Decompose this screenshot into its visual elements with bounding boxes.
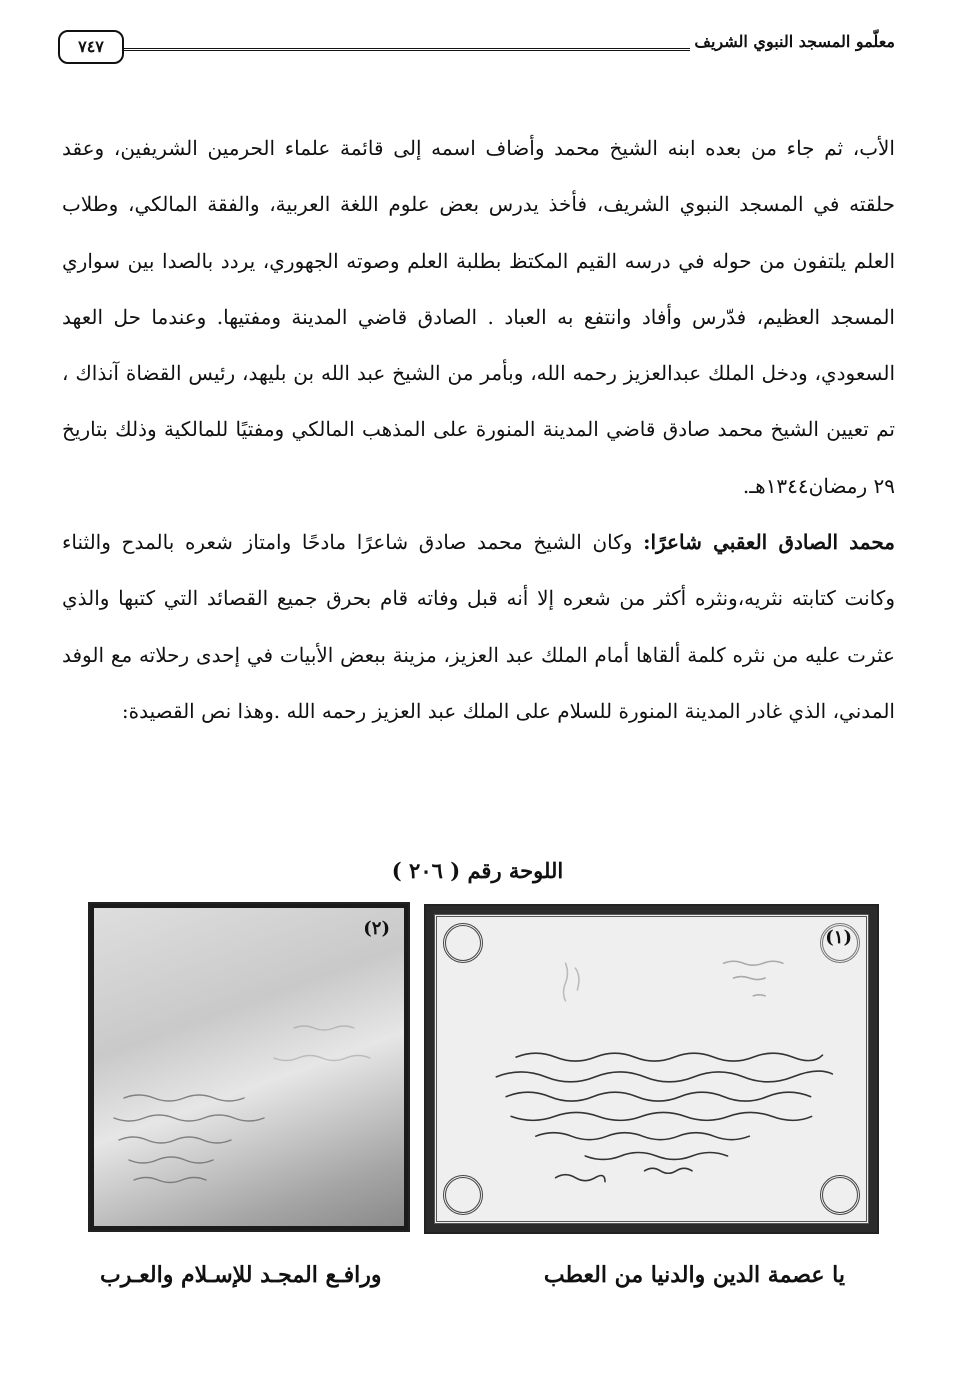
- image-2-label: (٢): [363, 918, 390, 939]
- body-text: [62, 120, 895, 739]
- image-1-label: (١): [825, 927, 852, 948]
- document-image-1: [424, 904, 879, 1234]
- header-rule: [124, 48, 690, 51]
- document-image-2-paper: [94, 908, 404, 1226]
- page-number: ٧٤٧: [58, 30, 124, 64]
- running-title: معلّمو المسجد النبوي الشريف: [694, 32, 895, 51]
- handwriting-scan-2: [94, 908, 404, 1228]
- paragraph-2: [62, 514, 895, 739]
- poem-hemistich-left: ورافـع المجـد للإسـلام والعـرب: [100, 1262, 382, 1288]
- poem-hemistich-right: يا عصمة الدين والدنيا من العطب: [543, 1262, 845, 1288]
- paragraph-2-text: وكان الشيخ محمد صادق شاعرًا مادحًا وامتاز شعره بالمدح والثناء وكانت كتابته نثريه،ونثره أكثر من شعره إلا أنه قبل وفاته قام بحرق جميع القصائد التي كتبها والذي عثرت عليه من نثره كلمة ألقاها أمام الملك عبد العزيز، مزينة ببعض الأبيات في إحدى رحلاته مع الوفد المدني، الذي غادر المدينة المنورة للسلام على الملك عبد العزيز رحمه الله .وهذا نص القصيدة:: [62, 530, 895, 723]
- document-image-2: [88, 902, 410, 1232]
- document-image-1-paper: [434, 914, 869, 1224]
- plate-caption: اللوحة رقم ( ٢٠٦ ): [391, 858, 564, 883]
- paragraph-1-text: الأب، ثم جاء من بعده ابنه الشيخ محمد وأضاف اسمه إلى قائمة علماء الحرمين الشريفين، وعقد حلقته في المسجد النبوي الشريف، فأخذ يدرس بعض علوم اللغة العربية، والفقة المالكي، وطلاب العلم يلتفون من حوله في درسه القيم المكتظ بطلبة العلم وصوته الجهوري، يردد بالصدا بين سواري المسجد العظيم، فدّرس وأفاد وانتفع به العباد . الصادق قاضي المدينة ومفتيها. وعندما حل العهد السعودي، ودخل الملك عبدالعزيز رحمه الله، وبأمر من الشيخ عبد الله بن بليهد، رئيس القضاة آنذاك ، تم تعيين الشيخ محمد صادق قاضي المدينة المنورة على المذهب المالكي ومفتيًا للمالكية وذلك بتاريخ ٢٩ رمضان١٣٤٤هـ.: [62, 136, 895, 498]
- poem-verse: [0, 1262, 955, 1302]
- section-label: محمد الصادق العقبي شاعرًا:: [643, 530, 895, 555]
- page-header: [58, 22, 895, 72]
- paragraph-1: [62, 120, 895, 514]
- handwriting-scan-1: [437, 917, 862, 1217]
